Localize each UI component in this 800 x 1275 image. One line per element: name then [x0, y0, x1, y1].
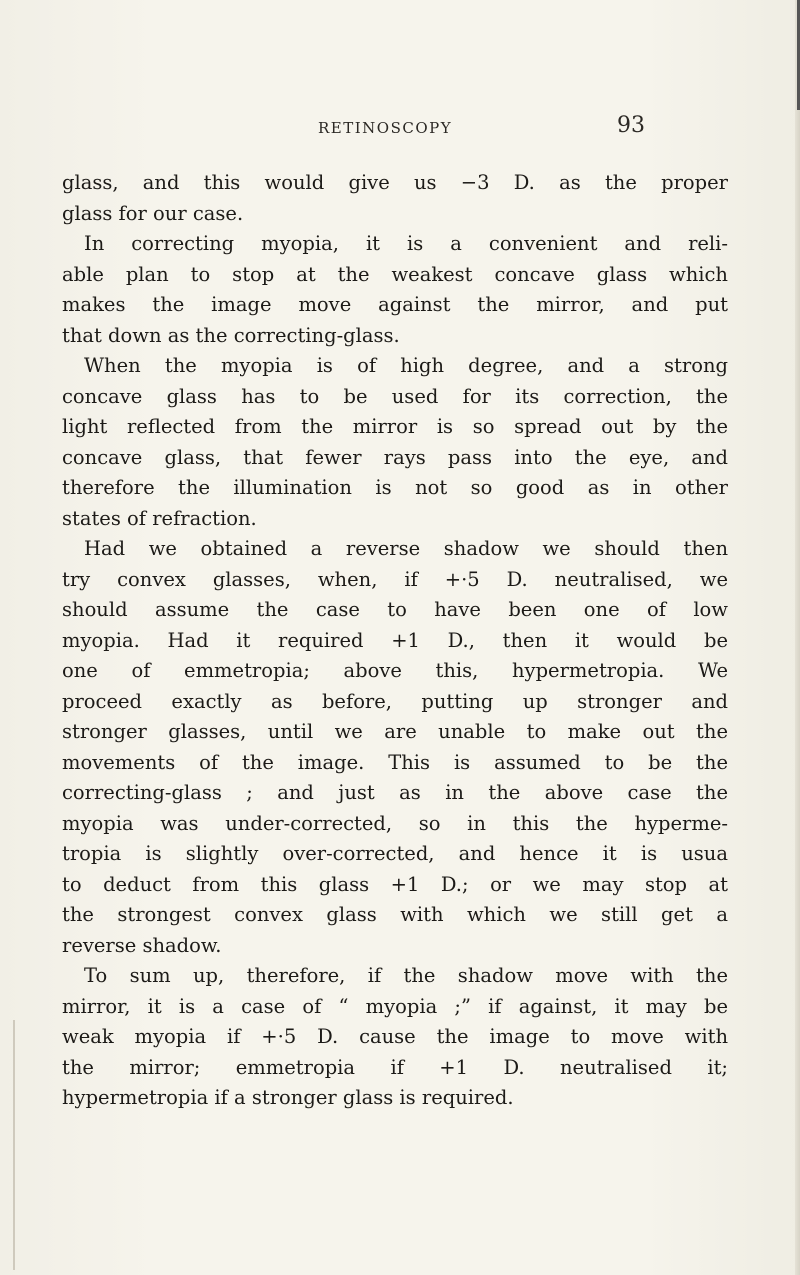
- running-head: RETINOSCOPY: [318, 119, 453, 137]
- text-line: light reflected from the mirror is so spread out by the: [62, 415, 728, 438]
- text-line: concave glass, that fewer rays pass into the eye, and: [62, 445, 728, 469]
- text-line: To sum up, therefore, if the shadow move with the: [84, 964, 728, 987]
- text-line: the mirror; emmetropia if +1 D. neutralised it;: [62, 1055, 728, 1079]
- text-line: therefore the illumination is not so good as in other: [62, 476, 728, 499]
- text-line: try convex glasses, when, if +·5 D. neutralised, we: [62, 567, 728, 591]
- body-text: [62, 168, 728, 1114]
- text-line: to deduct from this glass +1 D.; or we may stop at: [62, 872, 728, 896]
- text-line: one of emmetropia; above this, hypermetropia. We: [62, 659, 728, 682]
- text-line: proceed exactly as before, putting up stronger and: [62, 689, 728, 713]
- text-line: When the myopia is of high degree, and a strong: [84, 354, 728, 377]
- page-left-edge-mark: [13, 1020, 15, 1270]
- text-line: that down as the correcting-glass.: [62, 323, 400, 347]
- text-line: tropia is slightly over-corrected, and hence it is usua: [62, 842, 728, 865]
- text-line: glass, and this would give us −3 D. as the proper: [62, 171, 728, 194]
- text-line: weak myopia if +·5 D. cause the image to move with: [62, 1025, 728, 1048]
- text-line: stronger glasses, until we are unable to make out the: [62, 720, 728, 743]
- text-line: makes the image move against the mirror, and put: [62, 293, 728, 316]
- page-right-edge: [795, 0, 800, 1275]
- text-line: reverse shadow.: [62, 933, 222, 957]
- text-line: myopia. Had it required +1 D., then it would be: [62, 628, 728, 652]
- text-line: myopia was under-corrected, so in this the hyperme-: [62, 811, 728, 835]
- text-line: Had we obtained a reverse shadow we should then: [84, 537, 728, 560]
- text-line: correcting-glass ; and just as in the above case the: [62, 781, 728, 804]
- page-number: 93: [617, 113, 645, 138]
- text-line: able plan to stop at the weakest concave glass which: [62, 262, 728, 286]
- text-line: states of refraction.: [62, 506, 257, 530]
- text-line: glass for our case.: [62, 201, 244, 225]
- text-line: concave glass has to be used for its correction, the: [62, 384, 728, 408]
- text-line: movements of the image. This is assumed to be the: [62, 750, 728, 774]
- text-line: mirror, it is a case of “ myopia ;” if against, it may be: [62, 994, 728, 1018]
- text-line: hypermetropia if a stronger glass is required.: [62, 1086, 514, 1109]
- text-line: the strongest convex glass with which we still get a: [62, 903, 728, 926]
- text-line: In correcting myopia, it is a convenient and reli-: [84, 232, 728, 255]
- text-line: should assume the case to have been one of low: [62, 598, 728, 621]
- page-header: [0, 113, 800, 143]
